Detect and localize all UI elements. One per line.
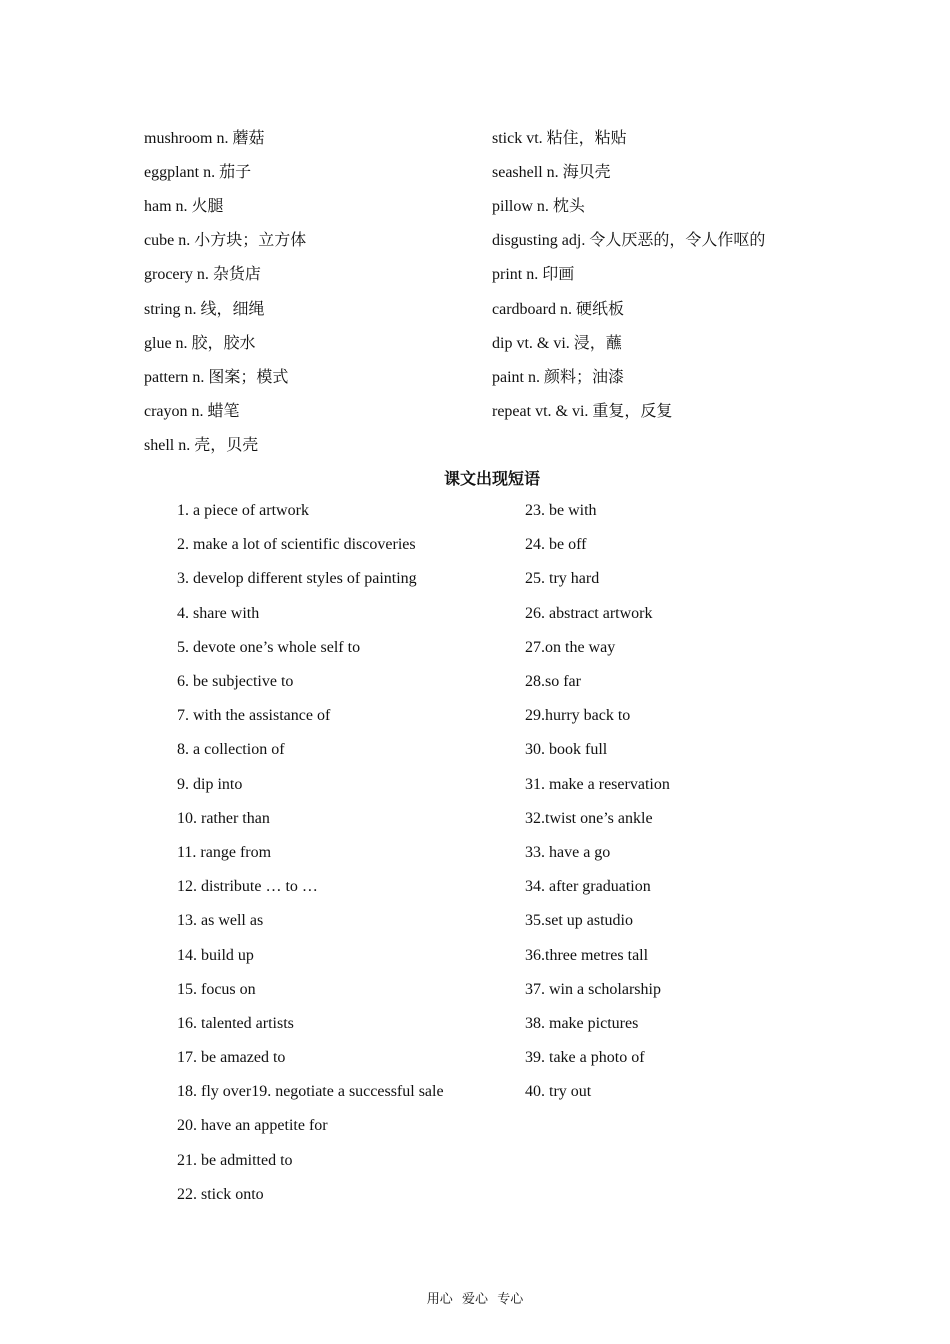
phrase-item: 5. devote one’s whole self to	[177, 638, 361, 656]
vocab-entry: repeat vt. & vi. 重复，反复	[492, 403, 673, 421]
phrase-row	[177, 1178, 857, 1212]
phrase-item: 22. stick onto	[177, 1185, 264, 1203]
phrase-item: 10. rather than	[177, 809, 270, 827]
section-title: 课文出现短语	[443, 469, 540, 488]
page-footer: 用心 爱心 专心	[426, 1291, 524, 1306]
vocab-row	[144, 187, 864, 221]
phrase-row	[177, 802, 857, 836]
phrase-item: 3. develop different styles of painting	[177, 570, 417, 588]
vocab-entry: pattern n. 图案；模式	[144, 368, 289, 386]
vocab-row	[144, 222, 864, 256]
vocab-entry: eggplant n. 茄子	[144, 163, 252, 181]
phrase-item: 37. win a scholarship	[525, 980, 661, 998]
phrase-row	[177, 597, 857, 631]
vocab-row	[144, 427, 864, 461]
vocab-entry: dip vt. & vi. 浸，蘸	[492, 334, 622, 352]
phrase-item: 21. be admitted to	[177, 1151, 293, 1169]
vocab-entry: paint n. 颜料；油漆	[492, 368, 624, 386]
vocab-entry: cardboard n. 硬纸板	[492, 300, 624, 318]
phrase-row	[177, 1109, 857, 1143]
vocab-row	[144, 324, 864, 358]
phrase-item: 25. try hard	[525, 570, 600, 588]
phrase-item: 34. after graduation	[525, 878, 651, 896]
phrase-item: 39. take a photo of	[525, 1049, 645, 1067]
phrase-row	[177, 768, 857, 802]
phrase-item: 23. be with	[525, 502, 597, 520]
phrase-item: 32.twist one’s ankle	[525, 809, 653, 827]
phrase-row	[177, 1041, 857, 1075]
vocab-row	[144, 393, 864, 427]
phrase-item: 2. make a lot of scientific discoveries	[177, 536, 416, 554]
vocab-row	[144, 256, 864, 290]
phrase-item: 7. with the assistance of	[177, 707, 331, 725]
phrase-item: 18. fly over19. negotiate a successful sale	[177, 1083, 444, 1101]
phrase-item: 8. a collection of	[177, 741, 285, 759]
phrase-item: 6. be subjective to	[177, 673, 294, 691]
phrase-item: 38. make pictures	[525, 1014, 639, 1032]
phrase-item: 11. range from	[177, 843, 272, 861]
phrase-item: 24. be off	[525, 536, 587, 554]
phrase-list	[177, 494, 857, 1212]
vocab-entry: ham n. 火腿	[144, 197, 224, 215]
vocab-row	[144, 119, 864, 153]
vocab-row	[144, 290, 864, 324]
phrase-row	[177, 733, 857, 767]
phrase-item: 36.three metres tall	[525, 946, 649, 964]
phrase-item: 14. build up	[177, 946, 254, 964]
phrase-item: 40. try out	[525, 1083, 592, 1101]
phrase-row	[177, 665, 857, 699]
phrase-item: 33. have a go	[525, 843, 611, 861]
phrase-row	[177, 528, 857, 562]
vocab-entry: seashell n. 海贝壳	[492, 163, 611, 181]
vocab-entry: crayon n. 蜡笔	[144, 403, 240, 421]
phrase-row	[177, 1007, 857, 1041]
vocab-entry: mushroom n. 蘑菇	[144, 129, 265, 147]
phrase-row	[177, 494, 857, 528]
vocab-entry: string n. 线，细绳	[144, 300, 265, 318]
phrase-item: 16. talented artists	[177, 1014, 294, 1032]
vocab-entry: disgusting adj. 令人厌恶的，令人作呕的	[492, 232, 766, 250]
phrase-item: 17. be amazed to	[177, 1049, 286, 1067]
phrase-item: 20. have an appetite for	[177, 1117, 328, 1135]
phrase-item: 29.hurry back to	[525, 707, 631, 725]
phrase-row	[177, 562, 857, 596]
phrase-row	[177, 973, 857, 1007]
vocab-row	[144, 153, 864, 187]
phrase-item: 26. abstract artwork	[525, 604, 653, 622]
vocab-entry: glue n. 胶，胶水	[144, 334, 256, 352]
vocabulary-list	[144, 119, 864, 461]
phrase-row	[177, 836, 857, 870]
phrase-row	[177, 1144, 857, 1178]
vocab-row	[144, 358, 864, 392]
phrase-item: 30. book full	[525, 741, 608, 759]
phrase-item: 4. share with	[177, 604, 260, 622]
phrase-item: 15. focus on	[177, 980, 256, 998]
vocab-entry: pillow n. 枕头	[492, 197, 585, 215]
phrase-row	[177, 699, 857, 733]
phrase-item: 31. make a reservation	[525, 775, 670, 793]
phrase-item: 13. as well as	[177, 912, 264, 930]
phrase-row	[177, 904, 857, 938]
phrase-item: 1. a piece of artwork	[177, 502, 309, 520]
vocab-entry: grocery n. 杂货店	[144, 266, 261, 284]
phrase-item: 9. dip into	[177, 775, 243, 793]
phrase-item: 35.set up astudio	[525, 912, 633, 930]
phrase-item: 27.on the way	[525, 638, 616, 656]
phrase-row	[177, 938, 857, 972]
phrase-row	[177, 1075, 857, 1109]
phrase-item: 28.so far	[525, 673, 581, 691]
vocab-entry: cube n. 小方块；立方体	[144, 232, 307, 250]
phrase-row	[177, 870, 857, 904]
phrase-item: 12. distribute … to …	[177, 878, 318, 896]
vocab-entry: stick vt. 粘住，粘贴	[492, 129, 627, 147]
vocab-entry: shell n. 壳，贝壳	[144, 437, 259, 455]
phrase-row	[177, 631, 857, 665]
vocab-entry: print n. 印画	[492, 266, 575, 284]
